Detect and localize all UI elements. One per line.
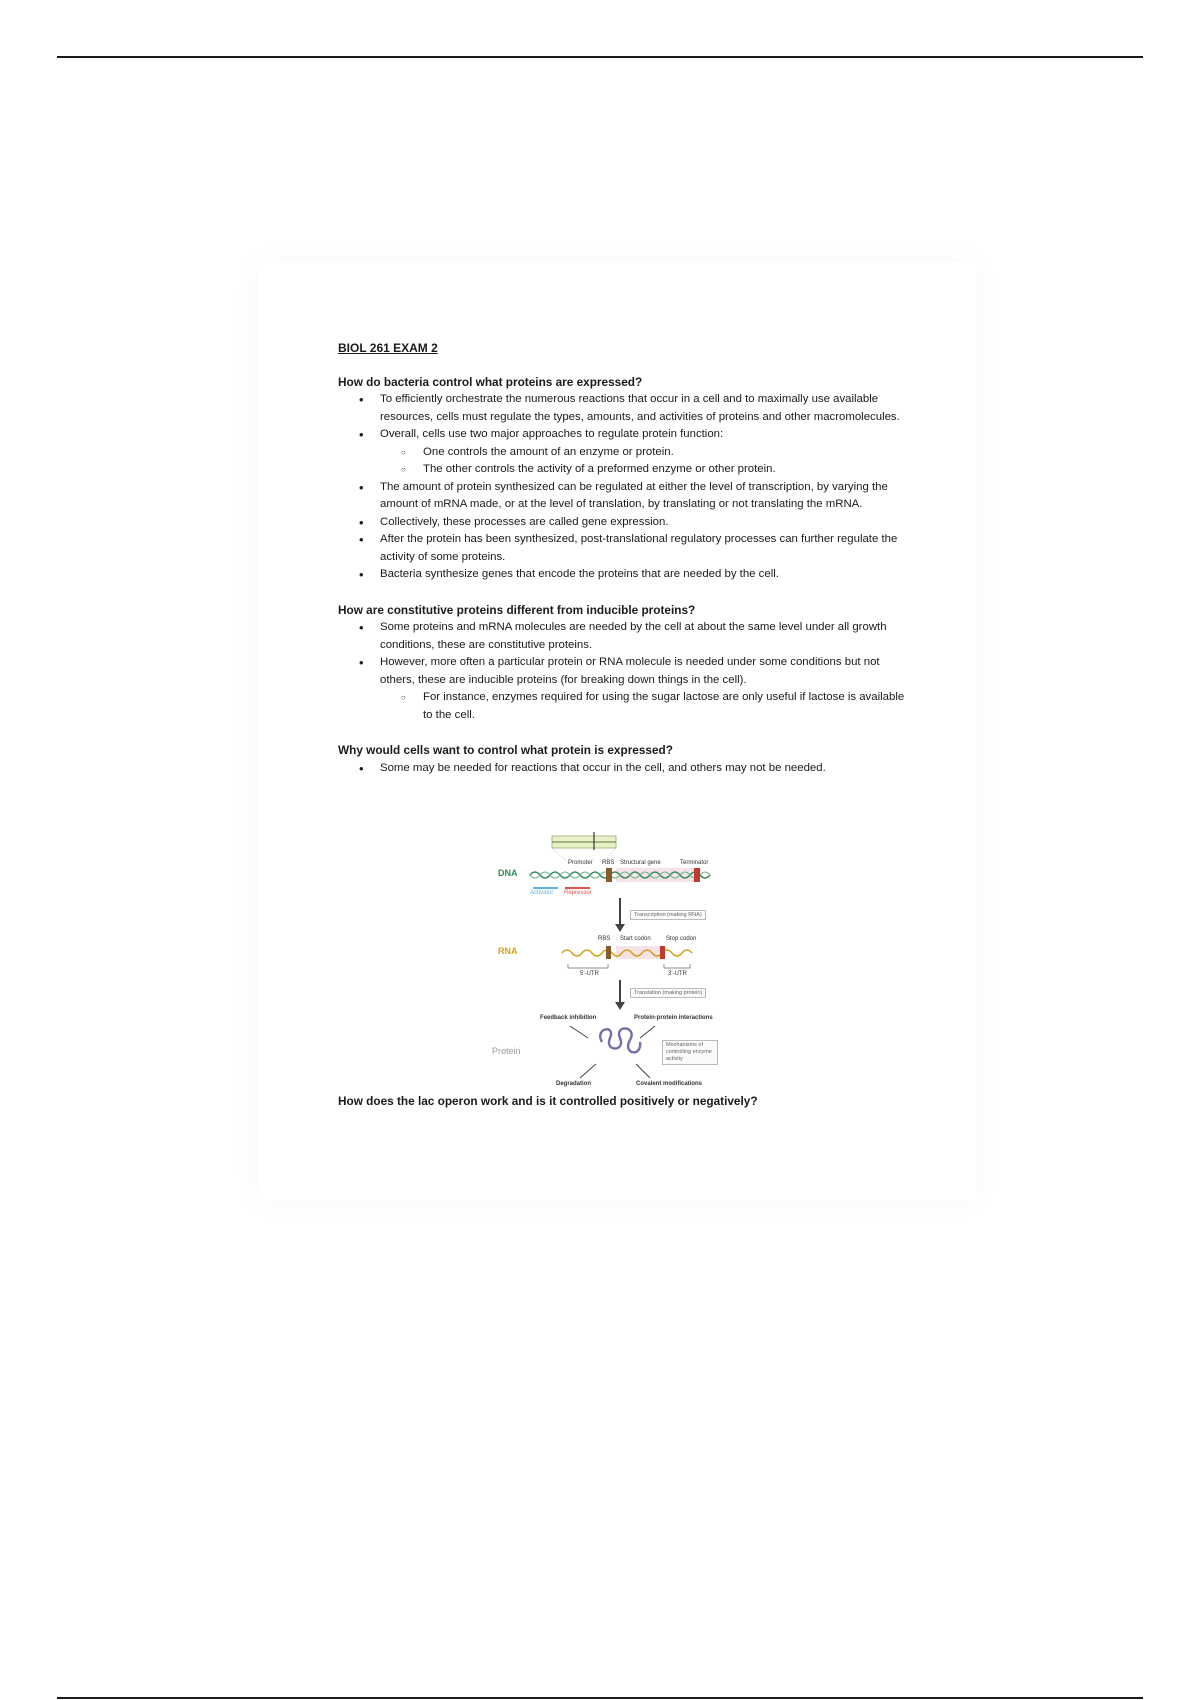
list-item: • After the protein has been synthesized, post-translational regulatory processes can further regulate the activity of some proteins.	[380, 531, 910, 566]
list-item: • Some proteins and mRNA molecules are needed by the cell at about the same level under all growth conditions, these are constitutive proteins.	[380, 619, 910, 654]
promoter-label: Promoter	[568, 860, 593, 866]
list-item: • To efficiently orchestrate the numerous reactions that occur in a cell and to maximally use available resources, cells must regulate the types, amounts, and activities of proteins and other macromolecules.	[380, 391, 910, 426]
stop-codon-block	[660, 946, 665, 959]
terminator-block	[694, 868, 700, 882]
dna-label: DNA	[498, 868, 518, 878]
sub-list-item: ○ For instance, enzymes required for using the sugar lactose are only useful if lactose is available to the cell.	[423, 689, 910, 724]
mechanisms-box: Mechanisms of controlling enzyme activity	[662, 1040, 718, 1065]
list-item	[380, 654, 910, 724]
structural-gene-region	[616, 868, 694, 882]
rna-rbs-block	[606, 946, 611, 959]
rbs-block	[606, 868, 612, 882]
transcription-box: Transcription (making RNA)	[630, 910, 706, 920]
bullet-list	[338, 619, 910, 724]
list-item: • Collectively, these processes are called gene expression.	[380, 514, 910, 532]
list-item: • Some may be needed for reactions that occur in the cell, and others may not be needed.	[380, 760, 910, 778]
ppi-line	[640, 1026, 655, 1038]
activator-label: Activator	[530, 890, 554, 896]
document-content	[338, 340, 910, 795]
bullet-list	[338, 391, 910, 584]
bullet-list	[338, 760, 910, 778]
section-question: Why would cells want to control what protein is expressed?	[338, 743, 673, 757]
top-rule	[57, 56, 1143, 58]
sub-list-item: ○ The other controls the activity of a preformed enzyme or other protein.	[423, 461, 910, 479]
utr3-bracket	[664, 964, 690, 968]
degradation-line	[580, 1064, 596, 1078]
sub-list-item: ○ One controls the amount of an enzyme or protein.	[423, 444, 910, 462]
covalent-label: Covalent modifications	[636, 1081, 703, 1087]
utr3-label: 3'-UTR	[668, 971, 687, 977]
section-question: How do bacteria control what proteins are expressed?	[338, 374, 643, 389]
structural-gene-label: Structural gene	[620, 860, 661, 866]
document-title: BIOL 261 EXAM 2	[338, 341, 438, 355]
section-why-control	[338, 742, 910, 777]
stop-codon-label: Stop codon	[666, 936, 697, 942]
rna-label: RNA	[498, 946, 518, 956]
sub-list	[380, 689, 910, 724]
transcription-arrow-head	[615, 924, 625, 932]
section-bacteria-control	[338, 374, 910, 584]
list-item: • Bacteria synthesize genes that encode the proteins that are needed by the cell.	[380, 566, 910, 584]
list-item-text: However, more often a particular protein or RNA molecule is needed under some conditions but not others, these are inducible proteins (for breaking down things in the cell).	[380, 656, 880, 686]
lac-operon-question: How does the lac operon work and is it controlled positively or negatively?	[338, 1094, 758, 1108]
bottom-rule	[57, 1697, 1143, 1699]
list-item-text: Overall, cells use two major approaches to regulate protein function:	[380, 428, 724, 440]
terminator-label: Terminator	[680, 860, 709, 866]
protein-label: Protein	[492, 1046, 521, 1056]
start-codon-label: Start codon	[620, 936, 651, 942]
gene-expression-figure	[490, 828, 750, 1090]
sub-list	[380, 444, 910, 479]
rbs2-label: RBS	[598, 936, 611, 942]
list-item	[380, 426, 910, 479]
utr5-label: 5'-UTR	[580, 971, 599, 977]
ppi-label: Protein-protein interactions	[634, 1015, 713, 1021]
protein-squiggle	[600, 1028, 640, 1052]
section-question: How are constitutive proteins different from inducible proteins?	[338, 602, 696, 617]
list-item: • The amount of protein synthesized can be regulated at either the level of transcription, by varying the amount of mRNA made, or at the level of translation, by translating or not translating the mRNA.	[380, 479, 910, 514]
translation-box: Translation (making protein)	[630, 988, 706, 998]
feedback-line	[570, 1026, 588, 1038]
feedback-label: Feedback inhibition	[540, 1015, 597, 1021]
degradation-label: Degradation	[556, 1081, 592, 1087]
rbs-label: RBS	[602, 860, 615, 866]
translation-arrow-head	[615, 1002, 625, 1010]
utr5-bracket	[568, 964, 608, 968]
section-constitutive-inducible	[338, 602, 910, 725]
repressor-label: Repressor	[564, 890, 592, 896]
covalent-line	[636, 1064, 650, 1078]
